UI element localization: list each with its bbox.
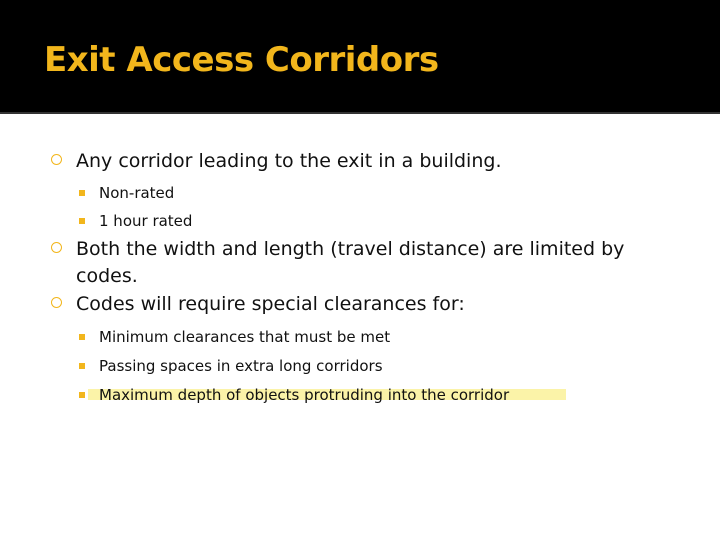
bullet-text: Codes will require special clearances for:	[76, 293, 465, 315]
sub-bullet-text: Non-rated	[99, 184, 175, 202]
circle-bullet-icon	[51, 297, 62, 308]
bullet-corridor-definition	[76, 148, 676, 175]
bullet-width-length-continued	[76, 263, 676, 290]
sub-bullet-minimum-clearances	[99, 327, 699, 347]
slide-title: Exit Access Corridors	[44, 40, 439, 80]
sub-bullet-text: 1 hour rated	[99, 212, 193, 230]
bullet-width-length	[76, 236, 676, 263]
sub-bullet-text: Minimum clearances that must be met	[99, 328, 391, 346]
bullet-text: Any corridor leading to the exit in a building.	[76, 150, 502, 172]
bullet-special-clearances	[76, 291, 676, 318]
bullet-text: codes.	[76, 265, 138, 287]
square-bullet-icon	[79, 363, 85, 369]
circle-bullet-icon	[51, 154, 62, 165]
square-bullet-icon	[79, 334, 85, 340]
sub-bullet-text: Maximum depth of objects protruding into the corridor	[99, 386, 510, 404]
square-bullet-icon	[79, 218, 85, 224]
square-bullet-icon	[79, 392, 85, 398]
sub-bullet-maximum-depth	[99, 385, 699, 405]
circle-bullet-icon	[51, 242, 62, 253]
square-bullet-icon	[79, 190, 85, 196]
sub-bullet-non-rated	[99, 183, 699, 203]
sub-bullet-text: Passing spaces in extra long corridors	[99, 357, 383, 375]
bullet-text: Both the width and length (travel distance) are limited by	[76, 238, 625, 260]
sub-bullet-1-hour-rated	[99, 211, 699, 231]
sub-bullet-passing-spaces	[99, 356, 699, 376]
